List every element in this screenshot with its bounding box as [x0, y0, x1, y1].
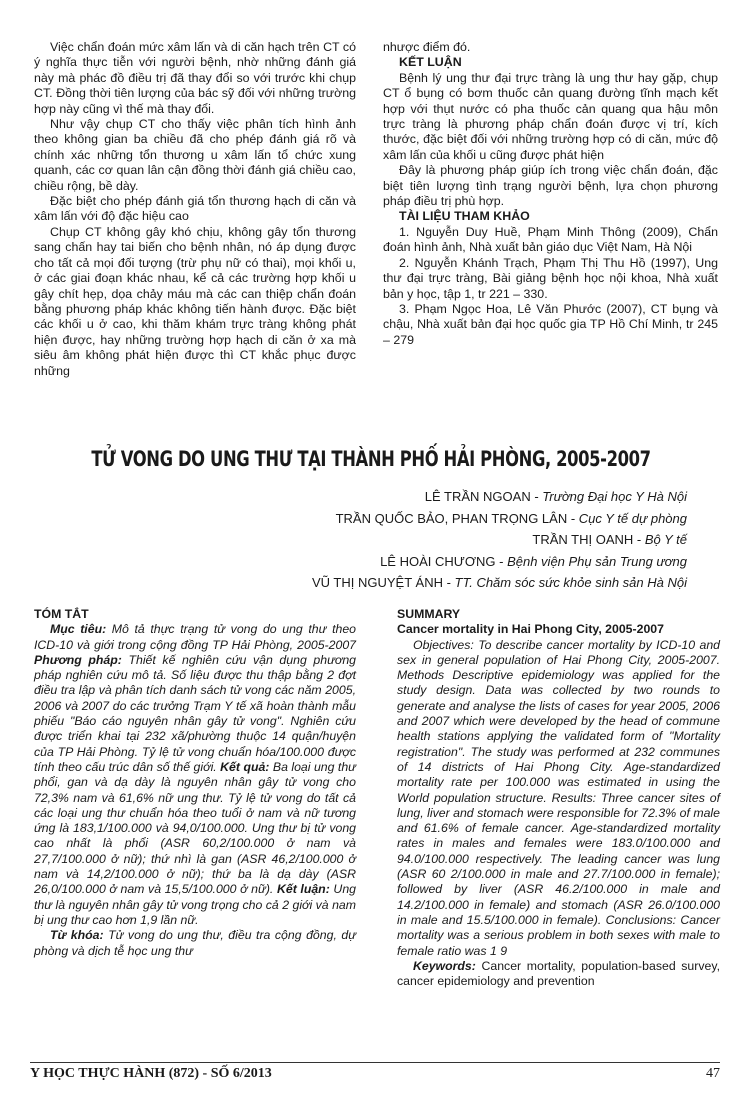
- objective-text: Mô tả thực trạng tử vong do ung thư theo ICD-10 và giới trong cộng đồng TP Hải Phòng, 2005-2007: [34, 622, 356, 652]
- author-affiliation: Cục Y tế dự phòng: [578, 510, 687, 526]
- conclusion-heading: KẾT LUẬN: [399, 55, 462, 70]
- author-name: TRẦN QUỐC BẢO, PHAN TRỌNG LÂN -: [335, 510, 579, 526]
- author-line: [127, 572, 687, 594]
- paragraph: Việc chẩn đoán mức xâm lấn và di căn hạch trên CT có ý nghĩa thực tiễn với người bệnh, nhờ những đánh giá này mà phác đồ điều trị đã thay đổi so với trước khi chụp CT. Đồng thời tiên lượng của bác sỹ đối với những trường hợp này cũng vì thế mà thay đổi.: [34, 40, 356, 116]
- paragraph: Bệnh lý ung thư đại trực tràng là ung thư hay gặp, chụp CT ổ bụng có bơm thuốc cản quang đường tĩnh mạch kết hợp với thụt nước có pha thuốc cản quang qua hậu môn trực tràng là phương pháp chẩn đoán được vị trí, kích thước, đặc biệt đối với những trường hợp có di căn, mức độ xâm lấn của khối u cũng được phát hiện: [383, 70, 718, 162]
- conclusion-label: Kết luận:: [276, 882, 330, 897]
- references-heading: TÀI LIỆU THAM KHẢO: [399, 209, 530, 224]
- author-affiliation: Bộ Y tế: [644, 532, 687, 547]
- article-title: TỬ VONG DO UNG THƯ TẠI THÀNH PHỐ HẢI PHÒNG, 2005-2007: [91, 447, 651, 471]
- page-number: 47: [706, 1066, 720, 1081]
- summary-title: Cancer mortality in Hai Phong City, 2005-2007: [397, 622, 664, 637]
- paragraph: Đặc biệt cho phép đánh giá tổn thương hạch di căn và xâm lấn với độ đặc hiệu cao: [34, 194, 356, 224]
- abstract-body: [34, 622, 356, 928]
- paragraph: Chụp CT không gây khó chịu, không gây tổn thương sang chấn hay tai biến cho bệnh nhân, nó áp dụng được cho tất cả mọi đối tượng (trừ phụ nữ có thai), mọi khối u, ở các giai đoạn khác nhau, kể cả các trường hợp khối u gây chít hẹp, dọa chảy máu mà các can thiệp chẩn đoán bằng phương pháp khác không tiến hành được. Đặc biệt các khối u ở cao, khi thăm khám trực tràng không phát hiện được, hay những trường hợp hạch di căn ở xa mà siêu âm không phát hiện được thì CT khắc phục được những: [34, 224, 356, 378]
- footer-divider: [30, 1062, 720, 1063]
- author-affiliation: Bệnh viện Phụ sản Trung ương: [507, 553, 687, 569]
- method-text: Thiết kế nghiên cứu vận dụng phương pháp nghiên cứu mô tả. Số liệu được thu thập bằng 2 đợt điều tra lập và phân tích danh sách tử vong các năm 2005, 2006 và 2007 do các trưởng Trạm Y tế xã hoàn thành mẫu phiếu "Báo cáo nguyên nhân gây tử vong". Nghiên cứu được triển khai tại 232 xã/phường thuộc 14 quận/huyện của TP Hải Phòng. Tỷ lệ tử vong chuẩn hóa/100.000 được tính theo cấu trúc dân số thế giới.: [34, 652, 356, 774]
- summary-body: Objectives: To describe cancer mortality by ICD-10 and sex in general population of Hai Phong City, 2005-2007. Methods Descriptive epidemiology was applied for the study design. Data was collected by two rounds to generate and analyse the lists of cases for year 2005, 2006 and 2007 which were developed by the head of commune health stations applying the validated form of "Mortality registration". The study was performed at 232 communes of 14 districts of Hai Phong City. Age-standardized mortality rate per 100.000 was estimated in using the World population structure. Results: Three cancer sites of lung, liver and stomach were responsible for 72.3% of male and 61.6% of female cancer. Age-standardized mortality rates in males and females were 183.0/100.000 and 94.0/100.000 respectively. The leading cancer was lung (ASR 60 2/100.000 in male and 27.7/100.000 in female); followed by liver (ASR 46.2/100.000 in male and 14.2/100.000 in female) and stomach (ASR 26.0/100.000 in male and 15.5/100.000 in female). Conclusions: Cancer mortality was a serious problem in both sexes with male to female ratio was 1 9: [397, 637, 720, 958]
- reference-item: 2. Nguyễn Khánh Trạch, Phạm Thị Thu Hồ (1997), Ung thư đại trực tràng, Bài giảng bệnh học nội khoa, Nhà xuất bản y học, tập 1, tr 221 – 330.: [383, 255, 718, 301]
- author-affiliation: TT. Chăm sóc sức khỏe sinh sản Hà Nội: [454, 575, 687, 590]
- summary-heading: SUMMARY: [397, 607, 461, 621]
- author-line: [127, 529, 687, 551]
- keywords-text: Tử vong do ung thư, điều tra cộng đồng, dự phòng và dịch tễ học ung thư: [34, 928, 356, 958]
- paragraph-continuation: nhược điểm đó.: [383, 40, 471, 54]
- objective-label: Mục tiêu:: [50, 622, 107, 637]
- journal-footer: Y HỌC THỰC HÀNH (872) - SỐ 6/2013: [30, 1066, 272, 1081]
- abstract-english: [397, 607, 720, 989]
- paragraph: Như vậy chụp CT cho thấy việc phân tích hình ảnh theo không gian ba chiều đã cho phép đánh giá rõ và chính xác những tổn thương u xâm lấn tổ chức xung quanh, các cơ quan lân cận đồng thời đánh giá chiều cao, chiều rộng, bề dày.: [34, 117, 356, 193]
- result-label: Kết quả:: [220, 759, 270, 774]
- reference-item: 3. Phạm Ngọc Hoa, Lê Văn Phước (2007), CT bụng và chậu, Nhà xuất bản đại học quốc gia TP Hồ Chí Minh, tr 245 – 279: [383, 301, 718, 347]
- paragraph: Đây là phương pháp giúp ích trong việc chẩn đoán, đặc biệt tiên lượng tình trạng người bệnh, lựa chọn phương pháp điều trị phù hợp.: [383, 163, 718, 209]
- reference-item: 1. Nguyễn Duy Huề, Phạm Minh Thông (2009), Chẩn đoán hình ảnh, Nhà xuất bản giáo dục Việt Nam, Hà Nội: [383, 224, 718, 255]
- conclusion-text: Ung thư là nguyên nhân gây tử vong trọng cho cả 2 giới và nam bị ung thư cao hơn 1,9 lần nữ.: [34, 882, 356, 927]
- keywords-line: [397, 959, 720, 990]
- author-list: [127, 486, 687, 594]
- previous-article-column-right: [383, 40, 718, 348]
- keywords-label: Từ khóa:: [50, 928, 104, 943]
- abstract-vietnamese: [34, 607, 356, 959]
- keywords-text: Cancer mortality, population-based survey, cancer epidemiology and prevention: [397, 958, 720, 989]
- author-affiliation: Trường Đại học Y Hà Nội: [542, 489, 687, 504]
- keywords-label: Keywords:: [413, 958, 476, 973]
- author-name: TRẦN THỊ OANH -: [532, 532, 645, 547]
- result-text: Ba loại ung thư phổi, gan và dạ dày là nguyên nhân gây tử vong cho 72,3% nam và 61,6% nữ ung thư. Tỷ lệ tử vong do tất cả các loại ung thư chuẩn hóa theo tuổi ở nam và nữ tương ứng là 183,1/100.000 và 94,0/100.000. Ung thư bị tử vong cao nhất là phổi (ASR 60,2/100.000 ở nam và 27,7/100.000 ở nữ); thứ nhì là gan (ASR 46,2/100.000 ở nam và 14,2/100.000 ở nữ); thứ ba là dạ dày (ASR 26,0/100.000 ở nam và 15,5/100.000 ở nữ).: [34, 759, 356, 897]
- abstract-heading: TÓM TẮT: [34, 607, 89, 621]
- author-name: VŨ THỊ NGUYỆT ÁNH -: [311, 575, 455, 590]
- keywords-line: [34, 928, 356, 959]
- author-line: [127, 508, 687, 530]
- author-line: [127, 486, 687, 508]
- author-line: [127, 551, 687, 573]
- method-label: Phương pháp:: [34, 652, 122, 667]
- author-name: LÊ TRẦN NGOAN -: [424, 489, 543, 504]
- previous-article-column-left: [34, 40, 356, 379]
- author-name: LÊ HOÀI CHƯƠNG -: [380, 553, 508, 569]
